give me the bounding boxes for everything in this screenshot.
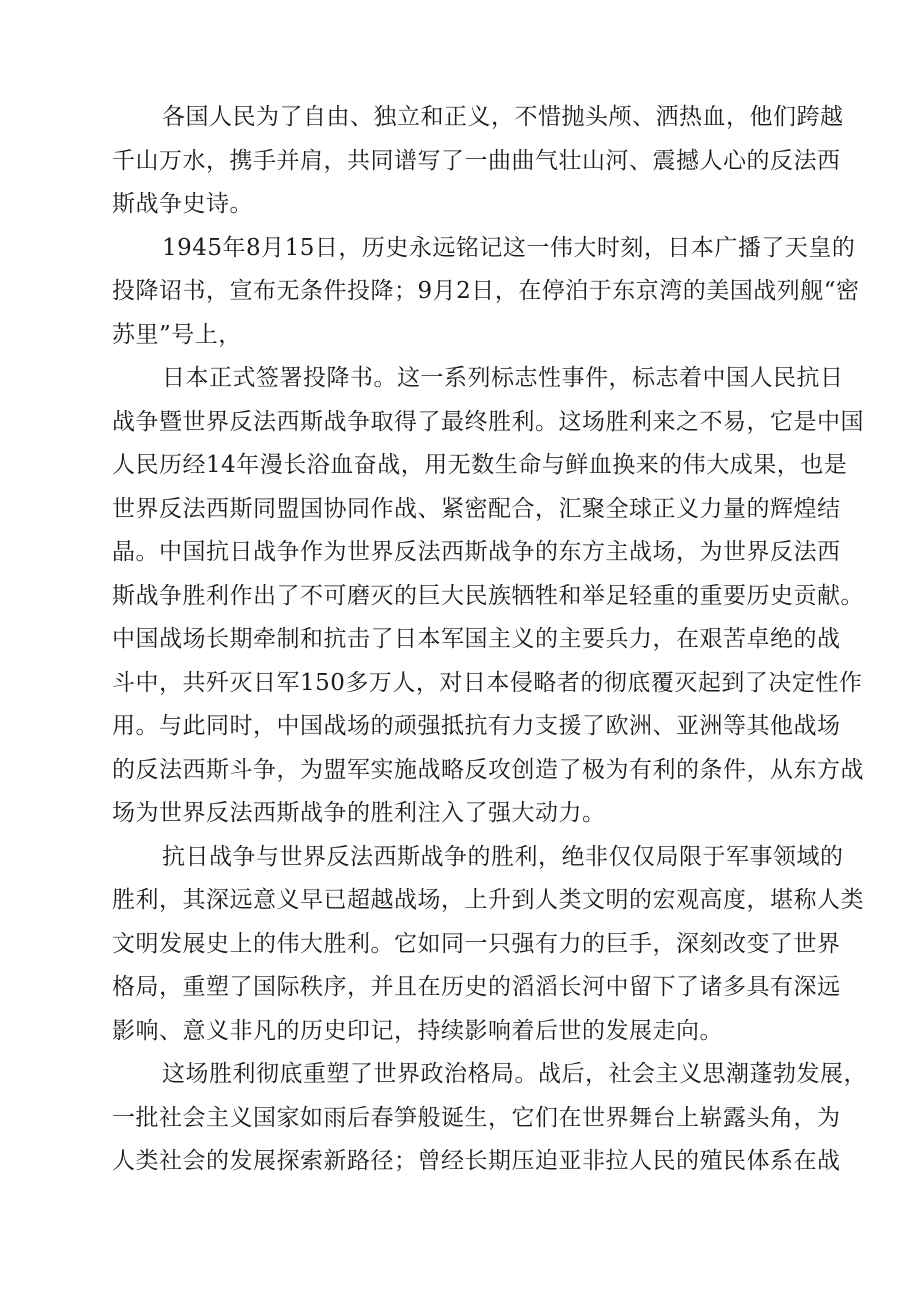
- text-line: 投降诏书，宣布无条件投降；9月2日，在停泊于东京湾的美国战列舰“密: [112, 278, 860, 304]
- text-line: 人类社会的发展探索新路径；曾经长期压迫亚非拉人民的殖民体系在战: [112, 1148, 841, 1174]
- text-line: 战争暨世界反法西斯战争取得了最终胜利。这场胜利来之不易，它是中国: [112, 408, 864, 435]
- text-line: 斯战争胜利作出了不可磨灭的巨大民族牺牲和举足轻重的重要历史贡献。: [112, 582, 864, 609]
- text-line: 胜利，其深远意义早已超越战场，上升到人类文明的宏观高度，堪称人类: [112, 887, 864, 913]
- text-line: 斗中，共歼灭日军150多万人，对日本侵略者的彻底覆灭起到了决定性作: [112, 669, 863, 696]
- paragraph-2: [112, 227, 860, 358]
- text-line: 晶。中国抗日战争作为世界反法西斯战争的东方主战场，为世界反法西: [112, 539, 841, 565]
- text-line: 这场胜利彻底重塑了世界政治格局。战后，社会主义思潮蓬勃发展，: [162, 1061, 867, 1087]
- text-line: 用。与此同时，中国战场的顽强抵抗有力支援了欧洲、亚洲等其他战场: [112, 713, 841, 739]
- document-page: [112, 96, 867, 1184]
- text-line: 一批社会主义国家如雨后春笋般诞生，它们在世界舞台上崭露头角，为: [112, 1104, 841, 1131]
- text-line: 的反法西斯斗争，为盟军实施战略反攻创造了极为有利的条件，从东方战: [112, 756, 864, 783]
- text-line: 1945年8月15日，历史永远铭记这一伟大时刻，日本广播了天皇的: [162, 234, 856, 261]
- text-line: 世界反法西斯同盟国协同作战、紧密配合，汇聚全球正义力量的辉煌结: [112, 495, 841, 522]
- text-line: 日本正式签署投降书。这一系列标志性事件，标志着中国人民抗日: [162, 365, 844, 391]
- text-line: 文明发展史上的伟大胜利。它如同一只强有力的巨手，深刻改变了世界: [112, 930, 841, 957]
- text-line: 抗日战争与世界反法西斯战争的胜利，绝非仅仅局限于军事领域的: [162, 843, 844, 870]
- paragraph-4: [112, 836, 864, 1054]
- text-line: 中国战场长期牵制和抗击了日本军国主义的主要兵力，在艰苦卓绝的战: [112, 626, 841, 652]
- text-line: 斯战争史诗。: [112, 191, 253, 217]
- text-line: 格局，重塑了国际秩序，并且在历史的滔滔长河中留下了诸多具有深远: [112, 974, 841, 1000]
- text-line: 人民历经14年漫长浴血奋战，用无数生命与鲜血换来的伟大成果，也是: [112, 452, 848, 478]
- paragraph-5: [112, 1053, 867, 1184]
- text-line: 影响、意义非凡的历史印记，持续影响着后世的发展走向。: [112, 1017, 723, 1044]
- text-line: 苏里”号上，: [112, 321, 242, 348]
- text-line: 场为世界反法西斯战争的胜利注入了强大动力。: [112, 800, 606, 826]
- paragraph-1: [112, 96, 844, 227]
- paragraph-3: [112, 357, 864, 836]
- text-line: 千山万水，携手并肩，共同谱写了一曲曲气壮山河、震撼人心的反法西: [112, 147, 841, 174]
- text-line: 各国人民为了自由、独立和正义，不惜抛头颅、洒热血，他们跨越: [162, 104, 844, 130]
